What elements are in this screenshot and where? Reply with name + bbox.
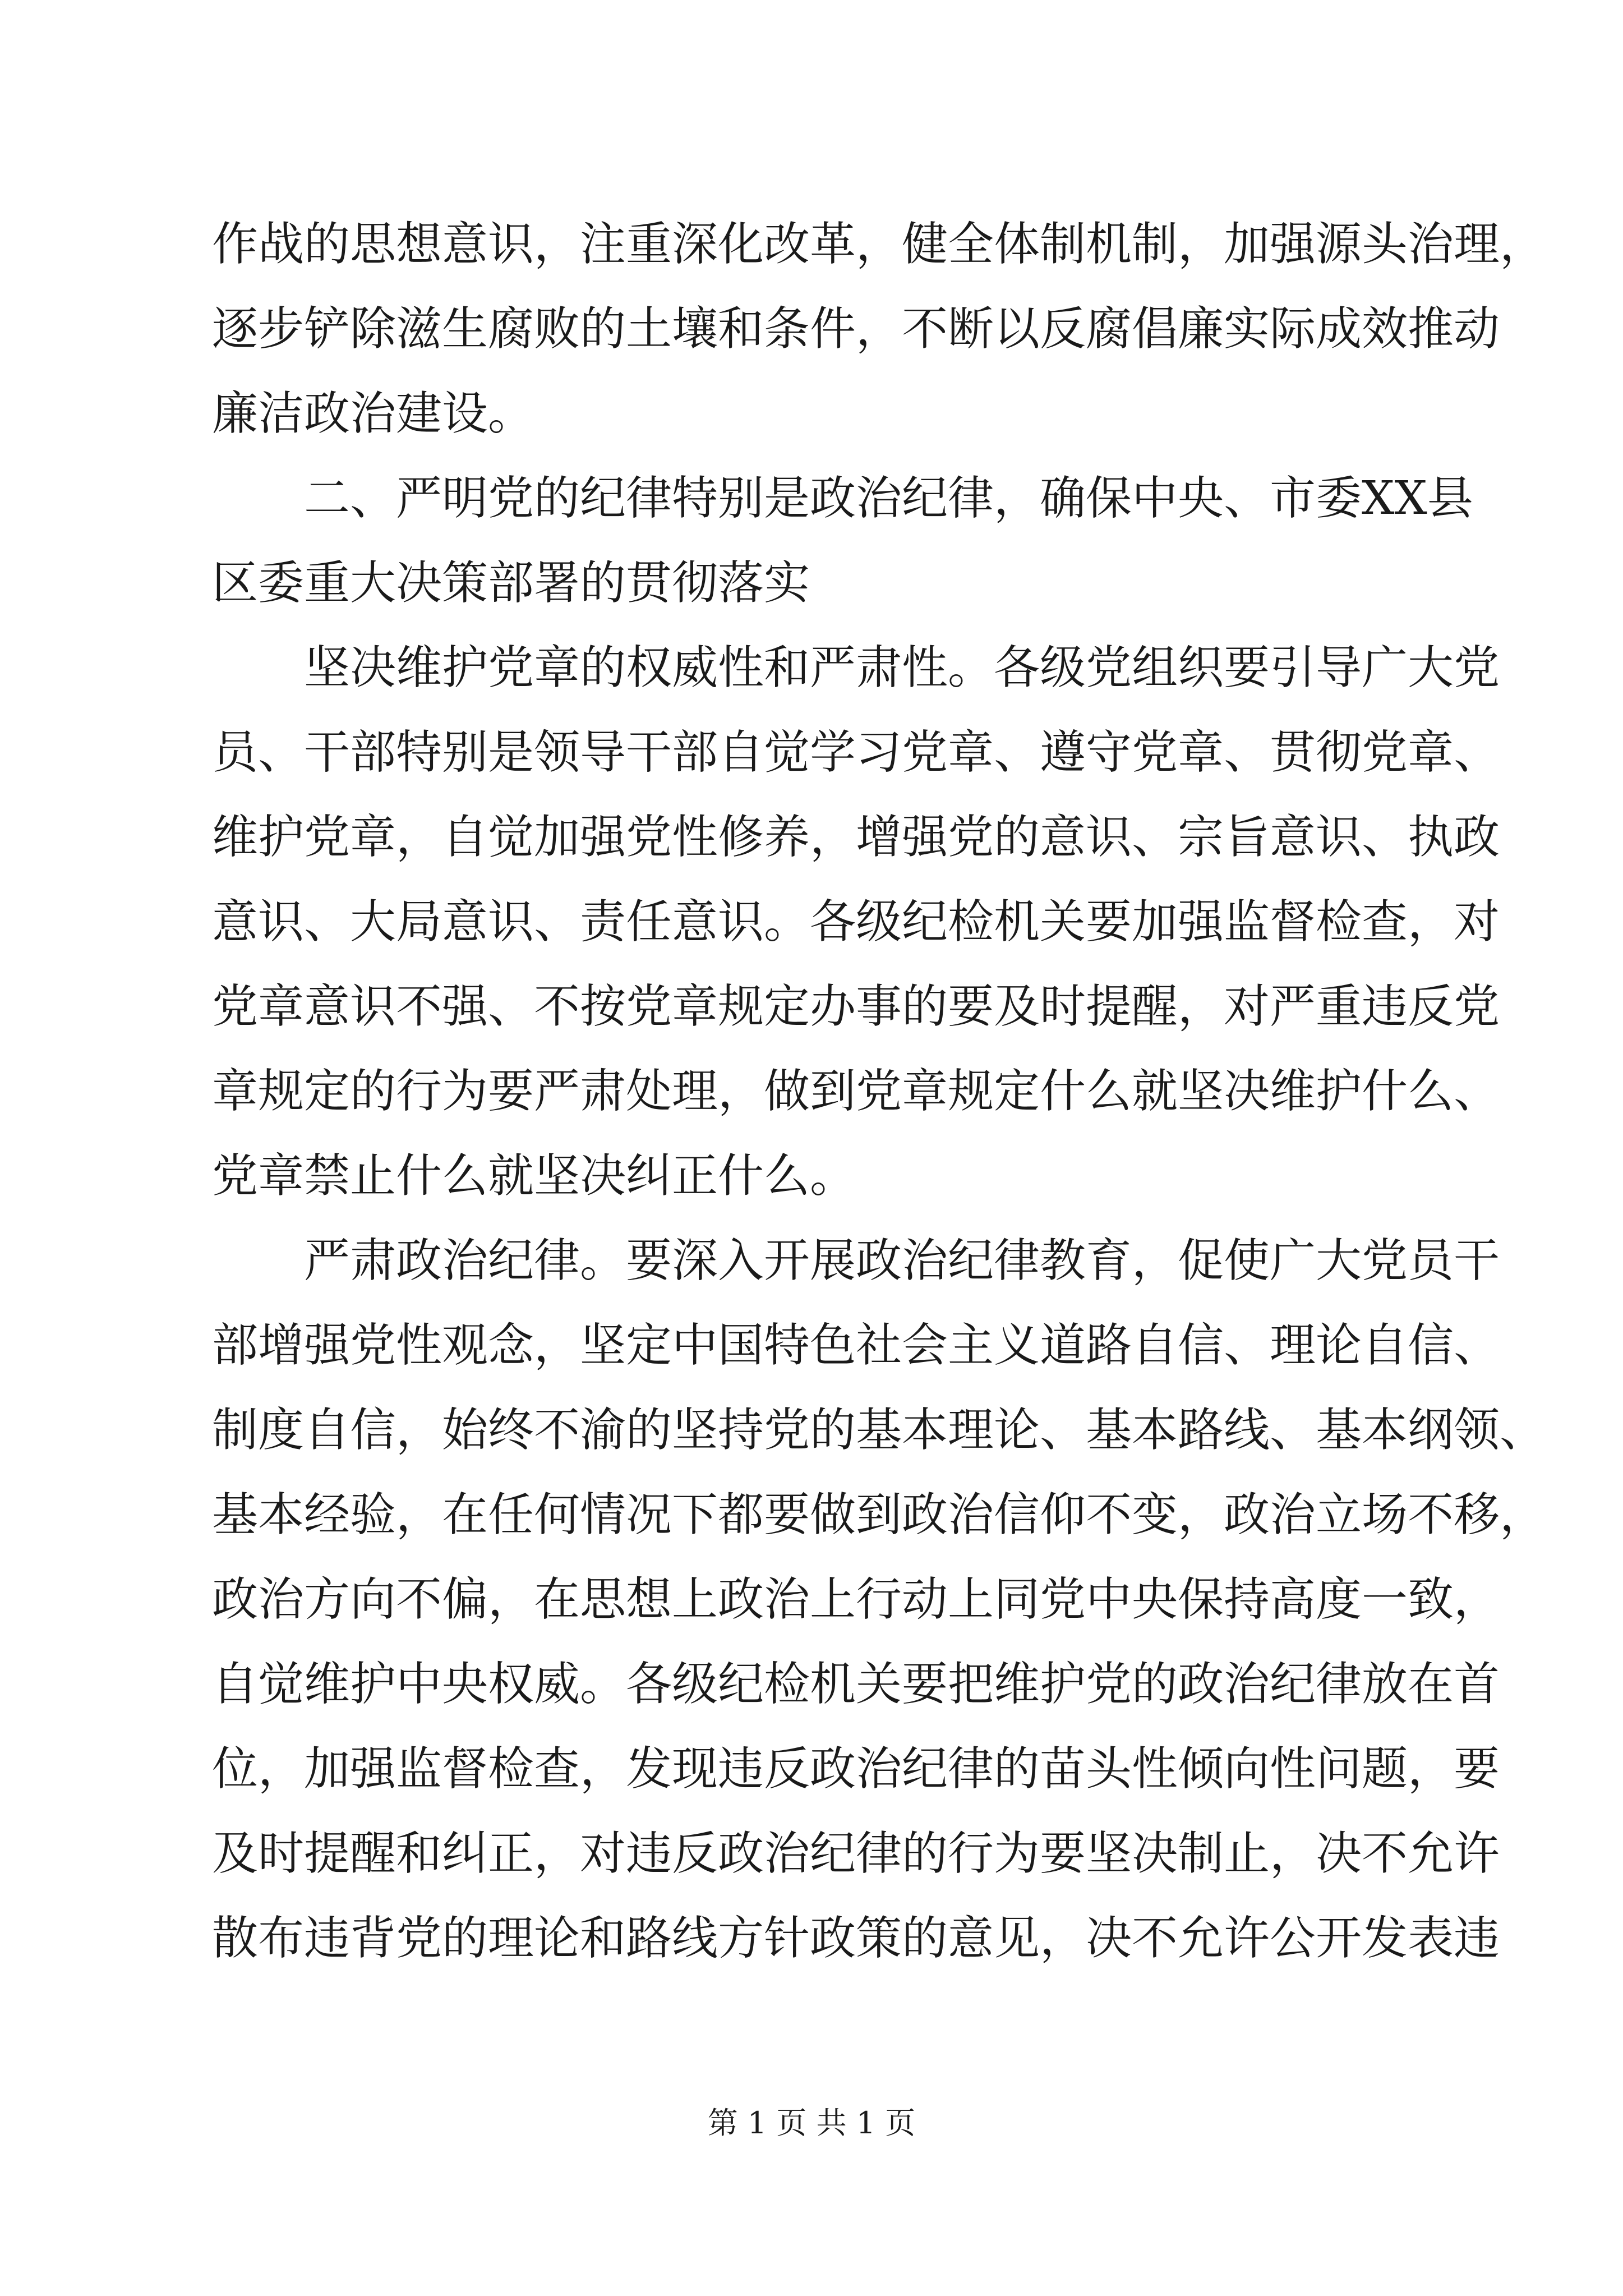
text-line: 廉洁政治建设。 [212, 387, 534, 440]
section-heading-line: 二、严明党的纪律特别是政治纪律，确保中央、市委XX县 [212, 472, 1473, 525]
text-line: 章规定的行为要严肃处理，做到党章规定什么就坚决维护什么、 [212, 1065, 1500, 1118]
text-line: 自觉维护中央权威。各级纪检机关要把维护党的政治纪律放在首 [212, 1658, 1500, 1711]
text-line: 党章禁止什么就坚决纠正什么。 [212, 1149, 856, 1203]
body-text [212, 202, 1546, 1981]
text-line: 散布违背党的理论和路线方针政策的意见，决不允许公开发表违 [212, 1912, 1500, 1965]
text-line: 部增强党性观念，坚定中国特色社会主义道路自信、理论自信、 [212, 1319, 1500, 1372]
text-line: 作战的思想意识，注重深化改革，健全体制机制，加强源头治理， [212, 218, 1546, 271]
text-line: 位，加强监督检查，发现违反政治纪律的苗头性倾向性问题，要 [212, 1742, 1500, 1796]
text-line: 员、干部特别是领导干部自觉学习党章、遵守党章、贯彻党章、 [212, 726, 1500, 779]
text-line: 严肃政治纪律。要深入开展政治纪律教育，促使广大党员干 [212, 1234, 1500, 1287]
text-line: 意识、大局意识、责任意识。各级纪检机关要加强监督检查，对 [212, 895, 1500, 949]
section-heading-line: 区委重大决策部署的贯彻落实 [212, 556, 810, 610]
text-line: 党章意识不强、不按党章规定办事的要及时提醒，对严重违反党 [212, 980, 1500, 1033]
page-number-footer: 第 1 页 共 1 页 [707, 2105, 916, 2141]
text-line: 基本经验，在任何情况下都要做到政治信仰不变，政治立场不移， [212, 1488, 1546, 1542]
text-line: 逐步铲除滋生腐败的土壤和条件，不断以反腐倡廉实际成效推动 [212, 302, 1500, 356]
text-line: 制度自信，始终不渝的坚持党的基本理论、基本路线、基本纲领、 [212, 1404, 1546, 1457]
text-line: 政治方向不偏，在思想上政治上行动上同党中央保持高度一致， [212, 1573, 1500, 1626]
text-line: 及时提醒和纠正，对违反政治纪律的行为要坚决制止，决不允许 [212, 1827, 1500, 1880]
text-line: 维护党章，自觉加强党性修养，增强党的意识、宗旨意识、执政 [212, 811, 1500, 864]
text-line: 坚决维护党章的权威性和严肃性。各级党组织要引导广大党 [212, 641, 1500, 694]
